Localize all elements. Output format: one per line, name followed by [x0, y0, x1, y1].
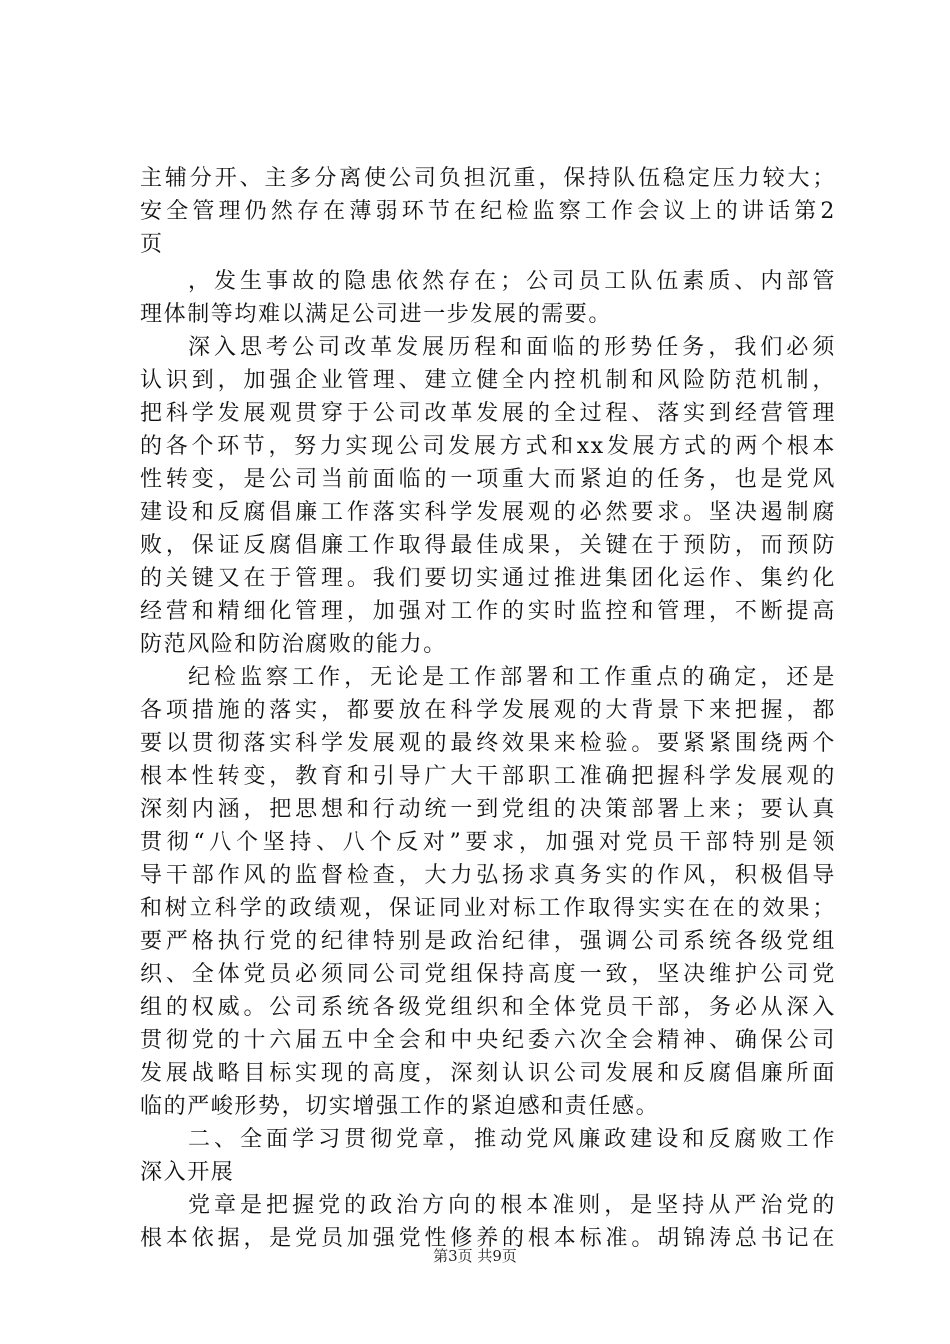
text-line: 经营和精细化管理，加强对工作的实时监控和管理，不断提高 — [140, 599, 836, 624]
text-line: 建设和反腐倡廉工作落实科学发展观的必然要求。坚决遏制腐 — [140, 500, 836, 525]
text-line: ，发生事故的隐患依然存在；公司员工队伍素质、内部管 — [188, 269, 836, 294]
text-line: 和树立科学的政绩观，保证同业对标工作取得实实在在的效果； — [140, 896, 836, 921]
section-heading-cont: 深入开展 — [140, 1160, 235, 1185]
text-line: 发展战略目标实现的高度，深刻认识公司发展和反腐倡廉所面 — [140, 1061, 836, 1086]
text-line: 导干部作风的监督检查，大力弘扬求真务实的作风，积极倡导 — [140, 863, 836, 888]
text-line: 把科学发展观贯穿于公司改革发展的全过程、落实到经营管理 — [140, 401, 836, 426]
text-line: 组的权威。公司系统各级党组织和全体党员干部，务必从深入 — [140, 995, 836, 1020]
text-line: 要严格执行党的纪律特别是政治纪律，强调公司系统各级党组 — [140, 929, 836, 954]
text-line: 理体制等均难以满足公司进一步发展的需要。 — [140, 302, 613, 327]
text-line: 的各个环节，努力实现公司发展方式和xx发展方式的两个根本 — [140, 434, 836, 459]
text-line: 贯彻党的十六届五中全会和中央纪委六次全会精神、确保公司 — [140, 1028, 836, 1053]
text-line: 织、全体党员必须同公司党组保持高度一致，坚决维护公司党 — [140, 962, 836, 987]
paragraph-first-line: 党章是把握党的政治方向的根本准则，是坚持从严治党的 — [188, 1193, 836, 1218]
text-line: 深刻内涵，把思想和行动统一到党组的决策部署上来；要认真 — [140, 797, 836, 822]
document-body — [140, 162, 836, 1255]
section-heading: 二、全面学习贯彻党章，推动党风廉政建设和反腐败工作 — [188, 1127, 836, 1152]
text-line: 认识到，加强企业管理、建立健全内控机制和风险防范机制， — [140, 368, 836, 393]
text-line: 根本性转变，教育和引导广大干部职工准确把握科学发展观的 — [140, 764, 836, 789]
text-line: 要以贯彻落实科学发展观的最终效果来检验。要紧紧围绕两个 — [140, 731, 836, 756]
paragraph-first-line: 纪检监察工作，无论是工作部署和工作重点的确定，还是 — [188, 665, 836, 690]
text-line: 安全管理仍然存在薄弱环节在纪检监察工作会议上的讲话第2 — [140, 199, 836, 224]
paragraph-first-line: 深入思考公司改革发展历程和面临的形势任务，我们必须 — [188, 335, 836, 360]
text-line: 败，保证反腐倡廉工作取得最佳成果，关键在于预防，而预防 — [140, 533, 836, 558]
text-line: 防范风险和防治腐败的能力。 — [140, 632, 447, 657]
page-number-footer: 第3页 共9页 — [433, 1247, 517, 1265]
text-line: 根本依据，是党员加强党性修养的根本标准。胡锦涛总书记在 — [140, 1226, 836, 1251]
text-line: 主辅分开、主多分离使公司负担沉重，保持队伍稳定压力较大； — [140, 166, 836, 191]
text-line: 临的严峻形势，切实增强工作的紧迫感和责任感。 — [140, 1094, 660, 1119]
text-line: 的关键又在于管理。我们要切实通过推进集团化运作、集约化 — [140, 566, 836, 591]
text-line: 贯彻“八个坚持、八个反对”要求，加强对党员干部特别是领 — [140, 830, 836, 855]
text-line: 性转变，是公司当前面临的一项重大而紧迫的任务，也是党风 — [140, 467, 836, 492]
text-line: 页 — [140, 232, 164, 257]
text-line: 各项措施的落实，都要放在科学发展观的大背景下来把握，都 — [140, 698, 836, 723]
